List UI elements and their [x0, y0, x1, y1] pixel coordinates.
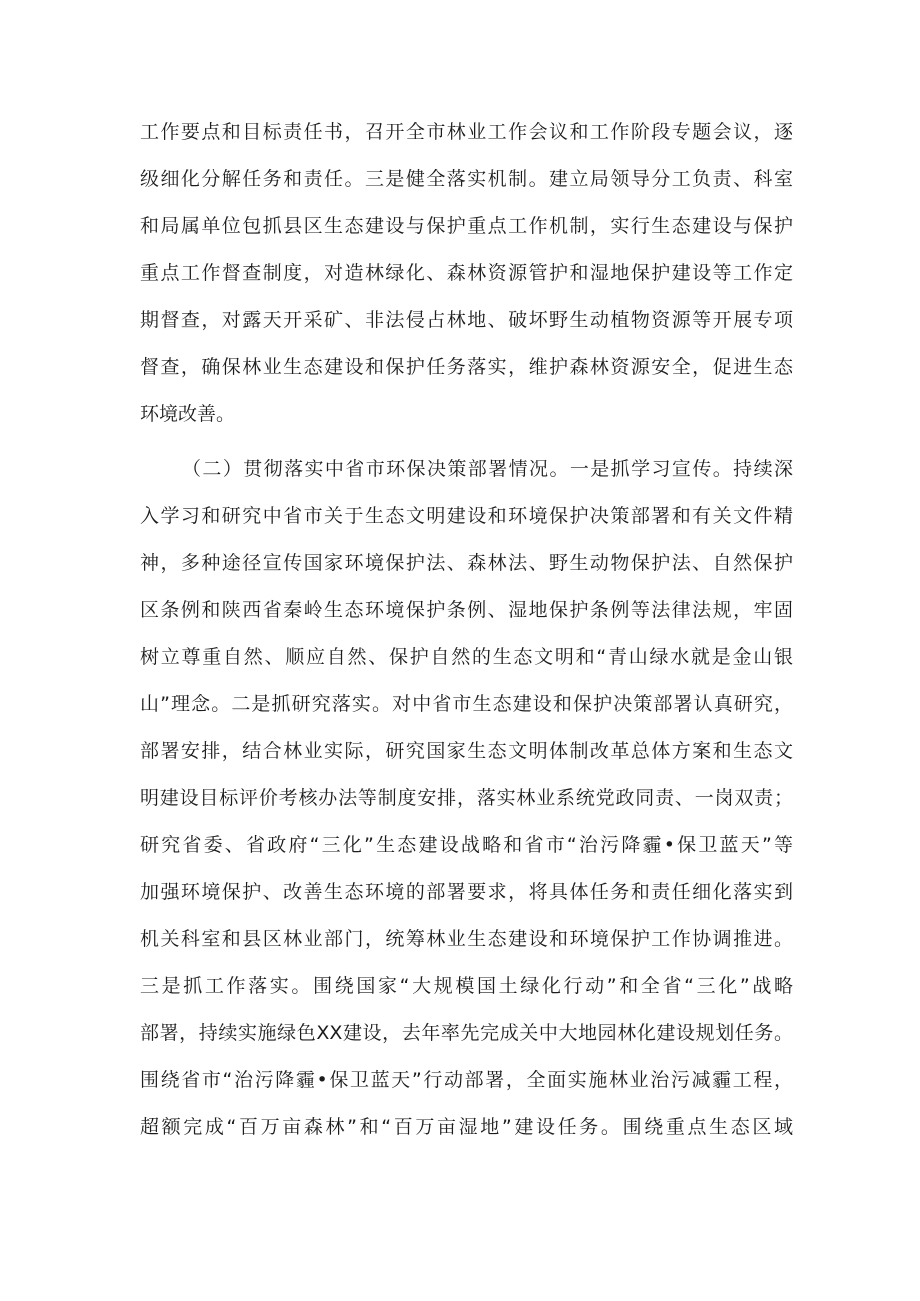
text-line: 重点工作督查制度，对造林绿化、森林资源管护和湿地保护建设等工作定 [140, 262, 793, 284]
text-line: 树立尊重自然、顺应自然、保护自然的生态文明和“青山绿水就是金山银 [140, 646, 793, 668]
text-line: 区条例和陕西省秦岭生态环境保护条例、湿地保护条例等法律法规，牢固 [140, 599, 793, 621]
text-line: 围绕省市“治污降霾•保卫蓝天”行动部署，全面实施林业治污减霾工程， [140, 1069, 793, 1091]
text-line: 工作要点和目标责任书，召开全市林业工作会议和工作阶段专题会议，逐 [140, 121, 793, 143]
text-line: 明建设目标评价考核办法等制度安排，落实林业系统党政同责、一岗双责； [140, 787, 793, 809]
text-line: 山”理念。二是抓研究落实。对中省市生态建设和保护决策部署认真研究， [140, 693, 793, 715]
text-line: 入学习和研究中省市关于生态文明建设和环境保护决策部署和有关文件精 [140, 505, 793, 527]
text-line: 加强环境保护、改善生态环境的部署要求，将具体任务和责任细化落实到 [140, 881, 793, 903]
text-line: 机关科室和县区林业部门，统筹林业生态建设和环境保护工作协调推进。 [140, 928, 793, 950]
text-line: 和局属单位包抓县区生态建设与保护重点工作机制，实行生态建设与保护 [140, 215, 793, 237]
text-line: 超额完成“百万亩森林”和“百万亩湿地”建设任务。围绕重点生态区域 [140, 1116, 793, 1138]
text-line: 督查，确保林业生态建设和保护任务落实，维护森林资源安全，促进生态 [140, 356, 793, 378]
text-line: 神，多种途径宣传国家环境保护法、森林法、野生动物保护法、自然保护 [140, 552, 793, 574]
text-line: 三是抓工作落实。围绕国家“大规模国土绿化行动”和全省“三化”战略 [140, 975, 793, 997]
text-line: 研究省委、省政府“三化”生态建设战略和省市“治污降霾•保卫蓝天”等 [140, 834, 793, 856]
text-line: 环境改善。 [140, 403, 236, 425]
text-line: 部署，持续实施绿色XX建设，去年率先完成关中大地园林化建设规划任务。 [140, 1022, 793, 1044]
paragraph-heading-line: （二）贯彻落实中省市环保决策部署情况。一是抓学习宣传。持续深 [182, 458, 793, 480]
text-line: 部署安排，结合林业实际，研究国家生态文明体制改革总体方案和生态文 [140, 740, 793, 762]
text-line: 级细化分解任务和责任。三是健全落实机制。建立局领导分工负责、科室 [140, 168, 793, 190]
text-line: 期督查，对露天开采矿、非法侵占林地、破坏野生动植物资源等开展专项 [140, 309, 793, 331]
